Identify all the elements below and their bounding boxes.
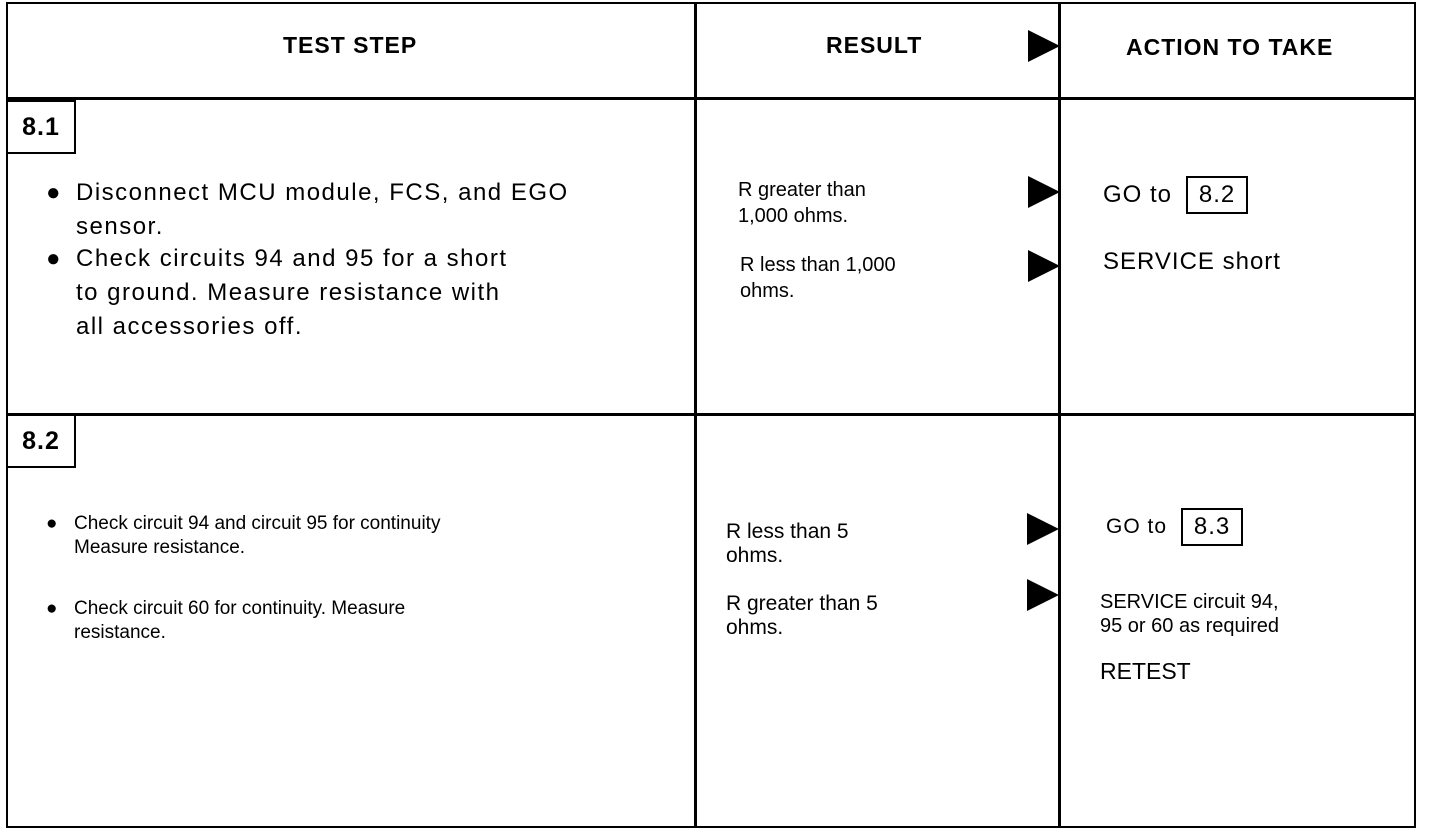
header-test-step: TEST STEP xyxy=(283,32,418,58)
header-action: ACTION TO TAKE xyxy=(1126,34,1334,60)
row-divider xyxy=(6,413,1416,416)
step-8-1-action-goto xyxy=(1103,176,1248,214)
step-number-8-1: 8.1 xyxy=(6,100,76,154)
bullet-text: Check circuit 60 for continuity. Measure resistance. xyxy=(74,598,406,643)
bullet-icon: ● xyxy=(46,598,58,619)
bullet-icon: ● xyxy=(46,513,58,534)
bullet-text: Check circuits 94 and 95 for a short to ground. Measure resistance with all accessories off. xyxy=(76,245,508,340)
step-8-2-action-goto xyxy=(1106,508,1243,546)
arrow-right-icon xyxy=(1028,176,1060,208)
arrow-right-icon xyxy=(1027,579,1059,611)
step-8-2-action-retest: RETEST xyxy=(1100,658,1191,684)
step-8-2-result-1: R less than 5 ohms. xyxy=(726,520,849,567)
header-divider xyxy=(6,97,1416,100)
goto-step-ref[interactable]: 8.3 xyxy=(1181,508,1243,546)
bullet-icon: ● xyxy=(46,179,62,206)
step-8-2-action-service: SERVICE circuit 94, 95 or 60 as required xyxy=(1100,591,1280,637)
step-8-1-result-2: R less than 1,000 ohms. xyxy=(740,254,896,302)
goto-label: GO to xyxy=(1106,515,1168,538)
bullet-text: Disconnect MCU module, FCS, and EGO sensor. xyxy=(76,179,569,240)
step-8-2-result-2: R greater than 5 ohms. xyxy=(726,592,878,639)
step-8-1-result-1: R greater than 1,000 ohms. xyxy=(738,179,866,227)
bullet-icon: ● xyxy=(46,245,62,272)
goto-label: GO to xyxy=(1103,181,1173,208)
arrow-right-icon xyxy=(1027,513,1059,545)
arrow-right-icon xyxy=(1028,30,1060,62)
goto-step-ref[interactable]: 8.2 xyxy=(1186,176,1248,214)
step-8-1-action-service: SERVICE short xyxy=(1103,248,1281,275)
bullet-text: Check circuit 94 and circuit 95 for continuity Measure resistance. xyxy=(74,513,441,558)
step-number-8-2: 8.2 xyxy=(6,414,76,468)
header-result: RESULT xyxy=(826,32,923,58)
arrow-right-icon xyxy=(1028,250,1060,282)
